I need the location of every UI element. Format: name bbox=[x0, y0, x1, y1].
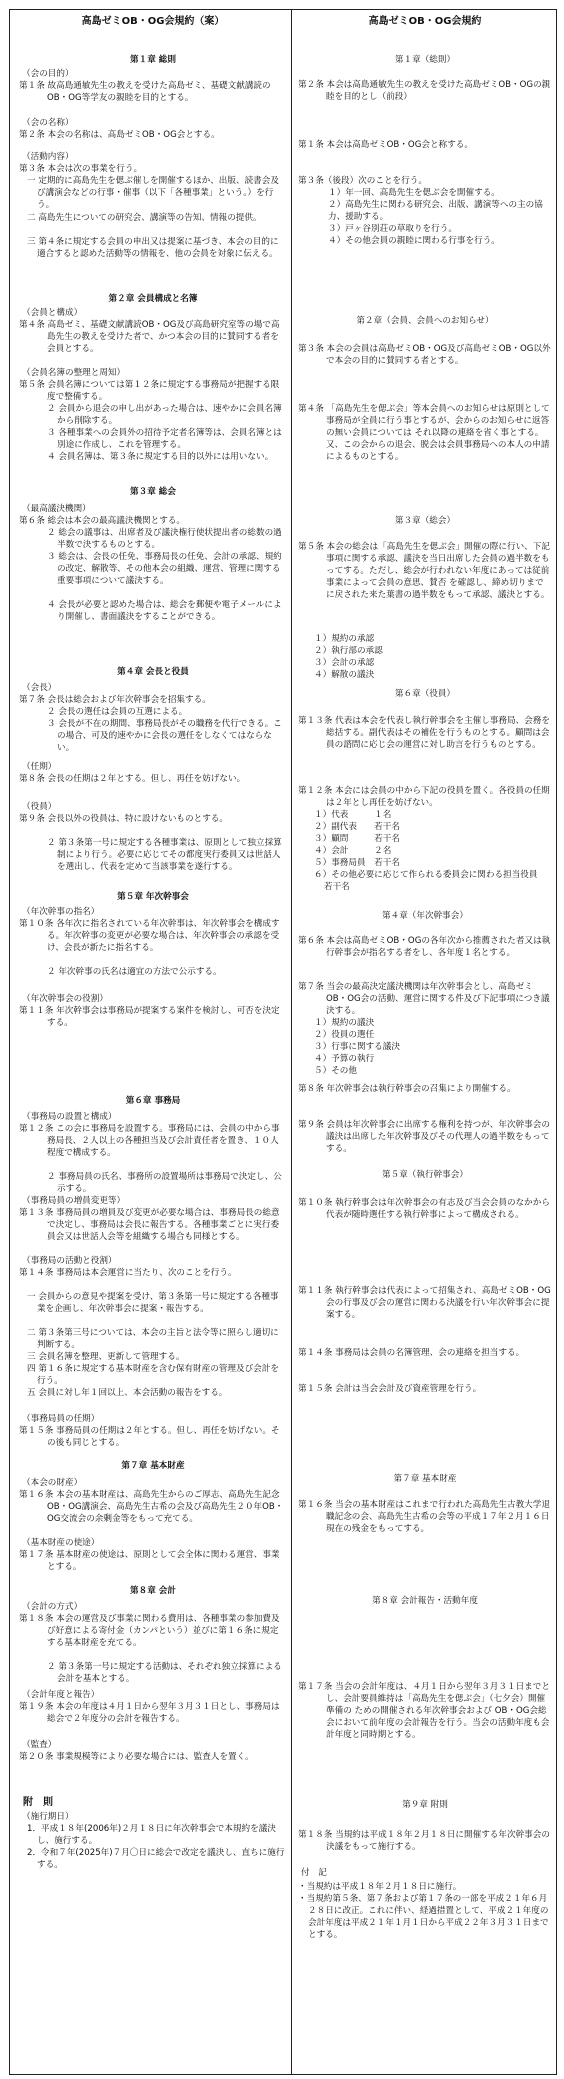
article-7: 第７条 当会の最高決定議決機関は年次幹事会とし、高島ゼミOB・OG会の活動、運営に関する件及び下記事項につき議決する。 bbox=[298, 982, 550, 1016]
article-12: 第１２条 本会には会員の中から下記の役員を置く。各役員の任期は２年とし再任を妨げない。 bbox=[298, 786, 550, 808]
chapter-8-heading: 第８章 会計 bbox=[130, 1586, 176, 1596]
article-9: 第９条 会長以外の役員は、特に設けないものとする。 bbox=[19, 814, 228, 824]
caption: （事務局員の任期） bbox=[22, 1414, 100, 1424]
article-10: 第１０条 各年次に指名されている年次幹事は、年次幹事会を構成する。年次幹事の変更が必要な場合は、年次幹事会の承認を受け、会長が新たに指名する。 bbox=[19, 919, 280, 953]
article-9: 第９条 会員は年次幹事会に出席する権利を持つが、年次幹事会の議決は出席した年次幹事及びその代理人の過半数をもってする。 bbox=[298, 1120, 550, 1154]
chapter-2-heading: 第２章（会員、会員へのお知らせ） bbox=[356, 316, 494, 326]
article-17: 第１７条 基本財産の使途は、原則として会全体に関わる運営、事業とする。 bbox=[19, 1550, 280, 1572]
article-19: 第１９条 本会の年度は４月１日から翌年３月３１日とし、事務局は総会で２年度分の会計を報告する。 bbox=[19, 1702, 280, 1724]
left-title: 高島ゼミOB・OG会規約（案） bbox=[81, 16, 225, 27]
article-15: 第１５条 会計は当会会計及び資産管理を行う。 bbox=[298, 1384, 482, 1394]
article-7-para-2: ２ 会長の選任は会員の互選による。 bbox=[47, 707, 188, 717]
article-5: 第５条 会員名簿については第１２条に規定する事務局が把握する限度で整備する。 bbox=[19, 380, 280, 402]
article-11: 第１１条 年次幹事会は事務局が提案する案件を検討し、可否を決定する。 bbox=[19, 1006, 280, 1028]
article-14: 第１４条 事務局は本会運営に当たり、次のことを行う。 bbox=[19, 1268, 237, 1278]
article-18: 第１８条 当規約は平成１８年２月１８日に開催する年次幹事会の決議をもって施行する。 bbox=[298, 1830, 550, 1852]
caption: （年次幹事会の役割） bbox=[22, 994, 108, 1004]
article-16: 第１６条 当会の基本財産はこれまで行われた高島先生古教大学退職記念の会、高島先生古希の会等の平成１７年２月１６日現在の残金をもってする。 bbox=[298, 1500, 550, 1534]
chapter-4-heading: 第４章 会長と役員 bbox=[117, 667, 189, 677]
caption: （事務局の設置と構成） bbox=[22, 1112, 117, 1122]
chapter-5-heading: 第５章 年次幹事会 bbox=[117, 892, 189, 902]
chapter-7-heading: 第７章 基本財産 bbox=[393, 1474, 457, 1484]
officer-item-1: １）代表 １名 bbox=[314, 810, 392, 820]
chapter-6-heading: 第６章 事務局 bbox=[125, 1096, 181, 1106]
article-6-para-4: ４ 会長が必要と認めた場合は、総会を郵便や電子メールにより開催し、書面議決をすることができる。 bbox=[47, 600, 282, 622]
chapter-9-heading: 第９章 附則 bbox=[402, 1800, 448, 1810]
right-column bbox=[298, 9, 552, 2073]
article-3: 第３条（後段）次のことを行う。 bbox=[298, 176, 427, 186]
article-2: 第２条 本会は高島通敏先生の教えを受けた高島ゼミOB・OGの親睦を目的とし（前段） bbox=[298, 80, 551, 102]
article-6-para-3: ３ 総会は、会長の任免、事務局長の任免、会計の承認、規約の改定、解散等、その他本会の組織、運営、管理に関する重要事項について議決する。 bbox=[47, 552, 282, 586]
article-7: 第７条 会長は総会および年次幹事会を招集する。 bbox=[19, 695, 211, 705]
supplementary-item-1: 1．平成１８年(2006年)２月１８日に年次幹事会で本規約を議決し、施行する。 bbox=[27, 1824, 276, 1846]
caption: （会の名称） bbox=[22, 118, 74, 128]
article-14-item-1: 一 会員からの意見や提案を受け、第３条第一号に規定する各種事業を企画し、年次幹事会に提案・報告する。 bbox=[27, 1292, 279, 1314]
article-17: 第１７条 当会の会計年度は、４月１日から翌年３月３１日までとし、会計要員維持は「高島先生を偲ぶ会」（七夕会）開催準備の ための開催される年次幹事会および OB・OG会総会において前年度の会計報告を行う。当会の活動年度も会計年度と同時期とする。 bbox=[298, 1682, 550, 1740]
article-7-item-2: ２）役員の選任 bbox=[314, 1030, 375, 1040]
article-3b: 第３条 本会の会員は高島ゼミOB・OG及び高島ゼミOB・OG以外で本会の目的に賛同する者とする。 bbox=[298, 344, 551, 366]
chapter-7-heading: 第７章 基本財産 bbox=[121, 1461, 185, 1471]
article-3-item-1: 一 定期的に高島先生を偲ぶ催しを開催するほか、出版、読書会及び講演会などの行事・催事（以下「各種事業」という。）を行う。 bbox=[27, 176, 279, 210]
article-14-item-2: 二 第３条第三号については、本会の主旨と法令等に照らし適切に判断する。 bbox=[27, 1328, 279, 1350]
article-7-para-3: ３ 会長が不在の期間、事務局長がその職務を代行できる。この場合、可及的速やかに会長の選任をしなくてはならない。 bbox=[47, 719, 282, 753]
article-7-item-3: ３）行事に関する議決 bbox=[314, 1042, 400, 1052]
article-6-para-2: ２ 総会の議事は、出席者及び議決権行使状提出者の総数の過半数で決するものとする。 bbox=[47, 528, 282, 550]
article-14: 第１４条 事務局は会員の名簿管理、会の連絡を担当する。 bbox=[298, 1348, 525, 1358]
caption: （役員） bbox=[22, 802, 57, 812]
chapter-3-heading: 第３章（総会） bbox=[394, 516, 456, 526]
article-12-para-2: ２ 事務局員の氏名、事務所の設置場所は事務局で決定し、公示する。 bbox=[47, 1172, 282, 1194]
officer-item-3: ３）顧問 若干名 bbox=[314, 834, 400, 844]
article-5-para-2: ２ 会員から退会の申し出があった場合は、速やかに会員名簿から削除する。 bbox=[47, 404, 282, 426]
officer-item-5: ５）事務局員 若干名 bbox=[314, 858, 400, 868]
article-1: 第１条 故高島通敏先生の教えを受けた高島ゼミ、基礎文献講読のOB・OG等学友の親睦を目的とする。 bbox=[19, 81, 271, 103]
chapter-2-heading: 第２章 会員構成と名簿 bbox=[108, 294, 198, 304]
article-12: 第１２条 この会に事務局を設置する。事務局には、会員の中から事務局長、２人以上の各種担当及び会計責任者を置き、１０人程度で構成する。 bbox=[19, 1124, 280, 1158]
article-3-item-3: ３）戸ヶ谷別荘の草取りを行う。 bbox=[328, 224, 457, 234]
article-3: 第３条 本会は次の事業を行う。 bbox=[19, 164, 143, 174]
article-13: 第１３条 代表は本会を代表し執行幹事会を主催し事務局、会務を総括する。副代表はその補佐を行うものとする。顧問は会員の諮問に応じ会の運営に対し助言を行うものとする。 bbox=[298, 716, 550, 750]
officer-item-2: ２）副代表 若干名 bbox=[314, 822, 400, 832]
column-divider bbox=[291, 9, 292, 2075]
article-4: 第４条 「高島先生を偲ぶ会」等本会員へのお知らせは原則として事務局が全員に行う事とするが、会からのお知らせに返答の無い会員については それ以降の連絡を省く事とする。又、この会からの退会、脱会は会員事務局への本人の申請によるものとする。 bbox=[298, 404, 550, 462]
article-9-para-2: ２ 第３条第一号に規定する各種事業は、原則として独立採算制により行う。必要に応じてその都度実行委員又は世話人を選出し、代表を定めて当該事業を遂行する。 bbox=[47, 838, 282, 872]
caption: （任期） bbox=[22, 762, 57, 772]
article-7-item-5: ５）その他 bbox=[314, 1066, 357, 1076]
article-15: 第１５条 事務局員の任期は２年とする。但し、再任を妨げない。その後も同じとする。 bbox=[19, 1426, 280, 1448]
article-14-item-3: 三 会員名簿を整理、更新して管理する。 bbox=[27, 1352, 185, 1362]
article-5-item-1: １）規約の承認 bbox=[314, 634, 375, 644]
left-column bbox=[19, 9, 287, 2073]
article-5-para-4: ４ 会員名簿は、第３条に規定する目的以外には用いない。 bbox=[47, 452, 274, 462]
caption: （会の目的） bbox=[22, 69, 74, 79]
article-7-item-1: １）規約の議決 bbox=[314, 1018, 375, 1028]
article-10: 第１０条 執行幹事会は年次幹事会の有志及び当会会員のなかから代表が随時選任する執行幹事によって構成される。 bbox=[298, 1198, 550, 1220]
caption: （施行期日） bbox=[22, 1812, 74, 1822]
article-8: 第８条 会長の任期は２年とする。但し、再任を妨げない。 bbox=[19, 774, 246, 784]
caption: （年次幹事の指名） bbox=[22, 907, 100, 917]
officer-item-6: ６）その他必要に応じて作られる委員会に関わる担当役員 若干名 bbox=[314, 870, 547, 892]
chapter-3-heading: 第３章 総会 bbox=[130, 487, 176, 497]
article-7-item-4: ４）予算の執行 bbox=[314, 1054, 375, 1064]
caption: （最高議決機関） bbox=[22, 504, 91, 514]
article-5-item-4: ４）解散の議決 bbox=[314, 670, 375, 680]
caption: （会員名簿の整理と周知） bbox=[22, 368, 126, 378]
note-2: ・当規約第５条、第７条および第１７条の一部を平成２１年６月２８日に改正。これに伴い、経過措置として、平成２１年度の会計年度は平成２１年１月１日から平成２２年３月３１日までとする。 bbox=[298, 1894, 549, 1940]
chapter-1-heading: 第１章（総則） bbox=[394, 55, 456, 65]
caption: （会計の方式） bbox=[22, 1602, 83, 1612]
article-6: 第６条 本会は高島ゼミOB・OGの各年次から推薦された者又は執行幹事会が指名する者をし、各年度１名とする。 bbox=[298, 936, 551, 958]
article-3-item-2: ２）高島先生に関わる研究会、出版、講演等への主の協力、援助する。 bbox=[328, 200, 543, 222]
caption: （会計年度と報告） bbox=[22, 1690, 100, 1700]
caption: （活動内容） bbox=[22, 152, 74, 162]
caption: （事務局の活動と役割） bbox=[22, 1256, 117, 1266]
article-14-item-4: 四 第１６条に規定する基本財産を含む保有財産の管理及び会計を行う。 bbox=[27, 1364, 279, 1386]
caption: （監査） bbox=[22, 1740, 57, 1750]
caption: （基本財産の使途） bbox=[22, 1538, 100, 1548]
chapter-6-heading: 第６章（役員） bbox=[394, 689, 456, 699]
article-13: 第１３条 事務局員の増員及び変更が必要な場合は、事務局長の総意で決定し、事務局は会長に報告する。各種事業ごとに実行委員会又は世話人会等を組織する場合も同様とする。 bbox=[19, 1208, 280, 1242]
article-5-para-3: ３ 各種事業への会員外の招待予定者名簿等は、会員名簿とは別途に作成し、これを管理する。 bbox=[47, 428, 282, 450]
article-14-item-5: 五 会員に対し年１回以上、本会活動の報告をする。 bbox=[27, 1388, 228, 1398]
article-16: 第１６条 本会の基本財産は、高島先生からのご厚志、高島先生記念OB・OG講演会、高島先生古希の会及び高島先生２０年OB・OG交流会の余剰金等をもって充てる。 bbox=[19, 1490, 284, 1524]
article-10-para-2: ２ 年次幹事の氏名は適宜の方法で公示する。 bbox=[47, 967, 222, 977]
caption: （会員と構成） bbox=[22, 308, 83, 318]
article-3-item-1: １）年一回、高島先生を偲ぶ会を開催する。 bbox=[328, 188, 500, 198]
chapter-4-heading: 第４章（年次幹事会） bbox=[382, 911, 468, 921]
caption: （本会の財産） bbox=[22, 1478, 83, 1488]
supplementary-heading: 附 則 bbox=[23, 1797, 53, 1808]
article-1: 第１条 本会は高島ゼミOB・OG会と称する。 bbox=[298, 140, 473, 150]
article-18-para-2: ２ 第３条第一号に規定する活動は、それぞれ独立採算による会計を基本とする。 bbox=[47, 1662, 282, 1684]
note-heading: 付 記 bbox=[301, 1868, 327, 1878]
article-3-item-2: 二 高島先生についての研究会、講演等の告知、情報の提供。 bbox=[27, 213, 262, 223]
article-8: 第８条 年次幹事会は執行幹事会の召集により開催する。 bbox=[298, 1084, 516, 1094]
chapter-5-heading: 第５章（執行幹事会） bbox=[382, 1170, 468, 1180]
right-title: 高島ゼミOB・OG会規約 bbox=[368, 16, 482, 27]
article-6: 第６条 総会は本会の最高議決機関とする。 bbox=[19, 516, 186, 526]
article-11: 第１１条 執行幹事会は代表によって招集され、高島ゼミOB・OG会の行事及び会の運営に関わる決議を行い年次幹事会に提案する。 bbox=[298, 1286, 551, 1320]
article-3-item-4: ４）その他会員の親睦に関わる行事を行う。 bbox=[328, 236, 500, 246]
supplementary-item-2: 2．令和７年(2025年)７月〇日に総会で改定を議決し、直ちに施行する。 bbox=[27, 1848, 285, 1870]
note-1: ・当規約は平成１８年２月１８日に施行。 bbox=[298, 1882, 462, 1892]
officer-item-4: ４）会計 ２名 bbox=[314, 846, 392, 856]
chapter-1-heading: 第１章 総則 bbox=[130, 55, 176, 65]
article-3-item-3: 三 第４条に規定する会員の申出又は提案に基づき、本会の目的に適合すると認めた活動等の情報を、他の会員を対象に伝える。 bbox=[27, 237, 279, 259]
article-2: 第２条 本会の名称は、高島ゼミOB・OG会とする。 bbox=[19, 130, 220, 140]
article-5-item-3: ３）会計の承認 bbox=[314, 658, 375, 668]
article-5-item-2: ２）執行部の承認 bbox=[314, 646, 383, 656]
article-5: 第５条 本会の総会は「高島先生を偲ぶ会」開催の際に行い、下記事項に関する承認、議決を当日出席した会員の過半数をもってする。ただし、総会が行われない年度にあっては従前事業によって会員の意思、賛否 を確認し、締め切りまでに戻された来た葉書の過半数をもって承認、議決とする。 bbox=[298, 542, 550, 600]
article-20: 第２０条 事業規模等により必要な場合には、監査人を置く。 bbox=[19, 1752, 254, 1762]
chapter-8-heading: 第８章 会計報告・活動年度 bbox=[372, 1596, 478, 1606]
article-18: 第１８条 本会の運営及び事業に関わる費用は、各種事業の参加費及び好意による寄付金（カンパという）並びに第１６条に規定する基本財産を充てる。 bbox=[19, 1614, 280, 1648]
caption: （会長） bbox=[22, 683, 57, 693]
caption: （事務局員の増員変更等） bbox=[22, 1196, 126, 1206]
article-4: 第４条 高島ゼミ、基礎文献講読OB・OG及び高島研究室等の場で高島先生の教えを受けた者で、かつ本会の目的に賛同する者を会員とする。 bbox=[19, 320, 280, 354]
